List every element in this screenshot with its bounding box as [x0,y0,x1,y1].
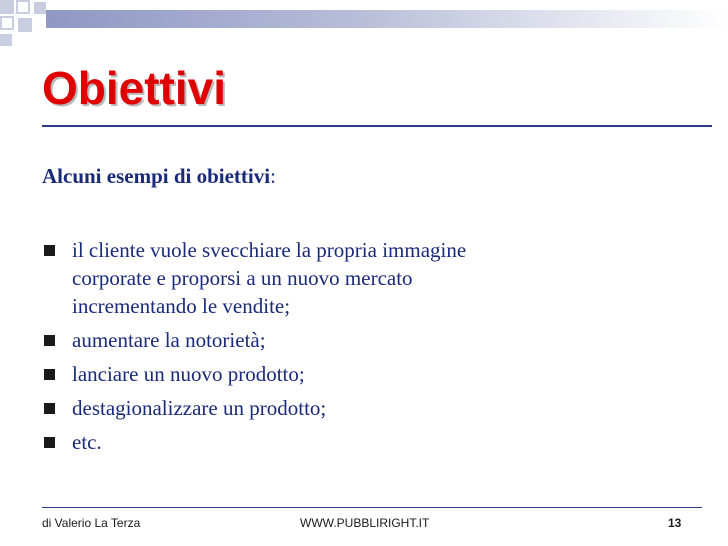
decor-square [0,16,14,30]
bullet-text-line: lanciare un nuovo prodotto; [72,362,305,386]
slide-title: Obiettivi [42,62,227,114]
bullet-text-line: corporate e proporsi a un nuovo mercato [72,266,413,290]
subtitle-colon: : [270,164,276,188]
footer-divider [42,507,702,508]
decor-square [18,18,32,32]
decor-square [0,34,12,46]
square-bullet-icon [44,369,55,380]
footer-website: WWW.PUBBLIRIGHT.IT [300,516,430,530]
footer-author: di Valerio La Terza [42,516,141,530]
bullet-list [42,236,642,462]
bullet-text-line: incrementando le vendite; [72,294,291,318]
square-bullet-icon [44,437,55,448]
square-bullet-icon [44,245,55,256]
subtitle-bold-text: Alcuni esempi di obiettivi [42,164,271,188]
slide-subtitle [42,162,276,190]
decor-square [0,0,14,14]
bullet-text-line: il cliente vuole svecchiare la propria immagine [72,238,467,262]
bullet-item [42,326,642,354]
square-bullet-icon [44,403,55,414]
bullet-text-line: aumentare la notorietà; [72,328,266,352]
bullet-text-line: destagionalizzare un prodotto; [72,396,327,420]
decor-square [34,2,46,14]
decor-square [16,0,30,14]
title-divider [42,125,712,127]
header-gradient-bar [46,10,728,28]
page-number: 13 [668,516,682,530]
bullet-item [42,360,642,388]
bullet-item [42,428,642,456]
square-bullet-icon [44,335,55,346]
bullet-item [42,236,642,320]
bullet-text-line: etc. [72,430,102,454]
bullet-item [42,394,642,422]
